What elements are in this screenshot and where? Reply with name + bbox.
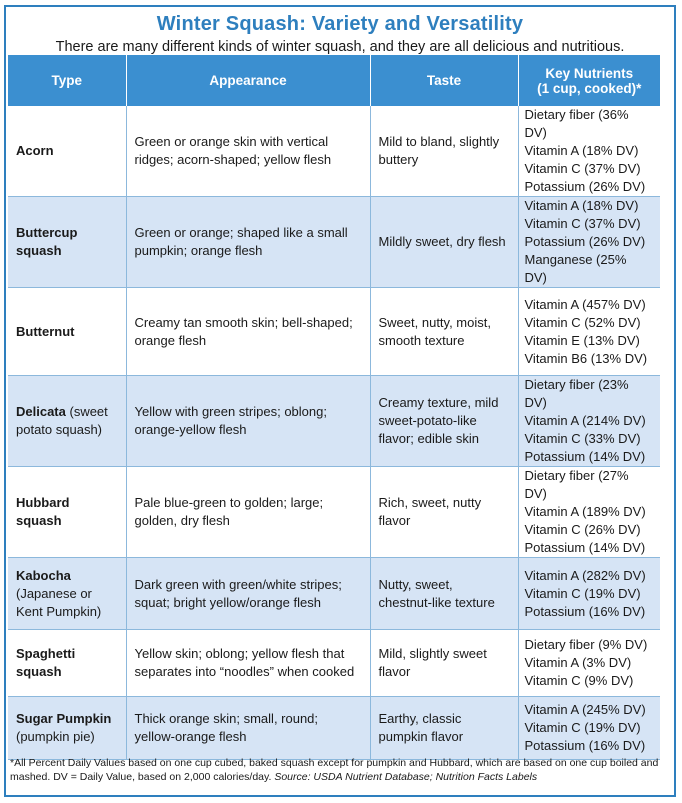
header-nutrients-line1: Key Nutrients [545, 65, 634, 81]
nutrient-item: Potassium (16% DV) [524, 738, 646, 753]
cell-nutrients [518, 106, 660, 197]
cell-nutrients [518, 197, 660, 288]
squash-name: Acorn [16, 143, 54, 158]
nutrient-item: Vitamin C (19% DV) [524, 585, 641, 601]
nutrient-item: Vitamin A (245% DV) [524, 702, 646, 717]
cell-taste: Nutty, sweet, chestnut-like texture [370, 558, 518, 630]
squash-alt-name: (pumpkin pie) [16, 729, 95, 744]
nutrient-item: Vitamin A (18% DV) [524, 198, 639, 213]
squash-name: Delicata [16, 404, 66, 419]
nutrient-item: Dietary fiber (27% DV) [524, 468, 629, 501]
cell-type [8, 467, 126, 558]
nutrient-item: Vitamin C (33% DV) [524, 431, 641, 446]
nutrient-item: Potassium (14% DV) [524, 449, 646, 464]
cell-type [8, 106, 126, 197]
cell-nutrients [518, 288, 660, 376]
nutrient-item: Vitamin C (19% DV) [524, 720, 641, 735]
cell-type [8, 697, 126, 760]
cell-appearance: Pale blue-green to golden; large; golden, dry flesh [126, 467, 370, 558]
nutrient-item: Dietary fiber (23% DV) [524, 377, 629, 410]
cell-taste: Mild to bland, slightly buttery [370, 106, 518, 197]
squash-name: Sugar Pumpkin [16, 711, 112, 726]
cell-nutrients [518, 697, 660, 760]
table-row [8, 197, 660, 288]
footnote-source: Source: USDA Nutrient Database; Nutrition Facts Labels [274, 771, 538, 783]
table-row [8, 106, 660, 197]
cell-appearance: Yellow skin; oblong; yellow flesh that separates into “noodles” when cooked [126, 630, 370, 697]
cell-appearance: Dark green with green/white stripes; squat; bright yellow/orange flesh [126, 558, 370, 630]
page-subtitle: There are many different kinds of winter squash, and they are all delicious and nutritious. [55, 39, 625, 55]
cell-nutrients [518, 467, 660, 558]
table-row [8, 558, 660, 630]
cell-appearance: Thick orange skin; small, round; yellow-orange flesh [126, 697, 370, 760]
squash-name: Buttercup squash [16, 225, 78, 258]
nutrient-item: Vitamin C (37% DV) [524, 216, 641, 231]
squash-alt-name: (sweet potato squash) [16, 404, 108, 437]
squash-name: Butternut [16, 323, 75, 339]
footnote [10, 756, 660, 784]
cell-taste: Creamy texture, mild sweet-potato-like flavor; edible skin [370, 376, 518, 467]
cell-type [8, 197, 126, 288]
table-row [8, 467, 660, 558]
nutrient-item: Vitamin B6 (13% DV) [524, 350, 648, 366]
nutrient-item: Potassium (16% DV) [524, 603, 646, 619]
nutrient-item: Vitamin A (18% DV) [524, 143, 639, 158]
cell-type [8, 288, 126, 376]
header-type: Type [8, 55, 126, 106]
nutrient-item: Dietary fiber (36% DV) [524, 107, 629, 140]
nutrient-item: Vitamin C (26% DV) [524, 522, 641, 537]
table-row [8, 376, 660, 467]
table-row [8, 288, 660, 376]
page-title: Winter Squash: Variety and Versatility [156, 13, 524, 35]
nutrient-item: Vitamin A (189% DV) [524, 504, 646, 519]
cell-appearance: Creamy tan smooth skin; bell-shaped; orange flesh [126, 288, 370, 376]
nutrient-item: Vitamin A (457% DV) [524, 296, 646, 312]
table-row [8, 630, 660, 697]
nutrient-item: Potassium (14% DV) [524, 540, 646, 555]
cell-taste: Sweet, nutty, moist, smooth texture [370, 288, 518, 376]
nutrient-item: Potassium (26% DV) [524, 179, 646, 194]
squash-name: Kabocha [16, 567, 71, 583]
cell-taste: Rich, sweet, nutty flavor [370, 467, 518, 558]
nutrient-item: Vitamin C (52% DV) [524, 314, 641, 330]
nutrient-item: Vitamin A (282% DV) [524, 567, 646, 583]
squash-table [8, 55, 660, 760]
nutrient-item: Manganese (25% DV) [524, 252, 627, 285]
footnote-text: *All Percent Daily Values based on one cup cubed, baked squash except for pumpkin and Hubbard, which are based on one cup boiled and mashed. DV = Daily Value, based on 2,000 calories/day. [10, 757, 659, 783]
nutrient-item: Vitamin C (37% DV) [524, 161, 641, 176]
header-taste: Taste [370, 55, 518, 106]
header-appearance: Appearance [126, 55, 370, 106]
cell-nutrients [518, 376, 660, 467]
cell-appearance: Green or orange skin with vertical ridges; acorn-shaped; yellow flesh [126, 106, 370, 197]
cell-taste: Mild, slightly sweet flavor [370, 630, 518, 697]
table-row [8, 697, 660, 760]
header-nutrients-line2: (1 cup, cooked)* [537, 80, 642, 96]
nutrient-item: Vitamin A (214% DV) [524, 413, 646, 428]
nutrient-item: Vitamin C (9% DV) [524, 673, 634, 688]
cell-nutrients [518, 558, 660, 630]
cell-taste: Mildly sweet, dry flesh [370, 197, 518, 288]
nutrient-item: Potassium (26% DV) [524, 234, 646, 249]
header-nutrients [518, 55, 660, 106]
squash-alt-name: (Japanese or Kent Pumpkin) [16, 585, 102, 619]
nutrient-item: Dietary fiber (9% DV) [524, 637, 648, 652]
cell-nutrients [518, 630, 660, 697]
cell-type [8, 558, 126, 630]
cell-type [8, 376, 126, 467]
nutrient-item: Vitamin A (3% DV) [524, 655, 632, 670]
nutrient-item: Vitamin E (13% DV) [524, 332, 640, 348]
cell-type [8, 630, 126, 697]
cell-appearance: Yellow with green stripes; oblong; orange-yellow flesh [126, 376, 370, 467]
table-header-row [8, 55, 660, 106]
cell-taste: Earthy, classic pumpkin flavor [370, 697, 518, 760]
squash-name: Hubbard squash [16, 495, 70, 528]
cell-appearance: Green or orange; shaped like a small pumpkin; orange flesh [126, 197, 370, 288]
squash-name: Spaghetti squash [16, 646, 76, 679]
